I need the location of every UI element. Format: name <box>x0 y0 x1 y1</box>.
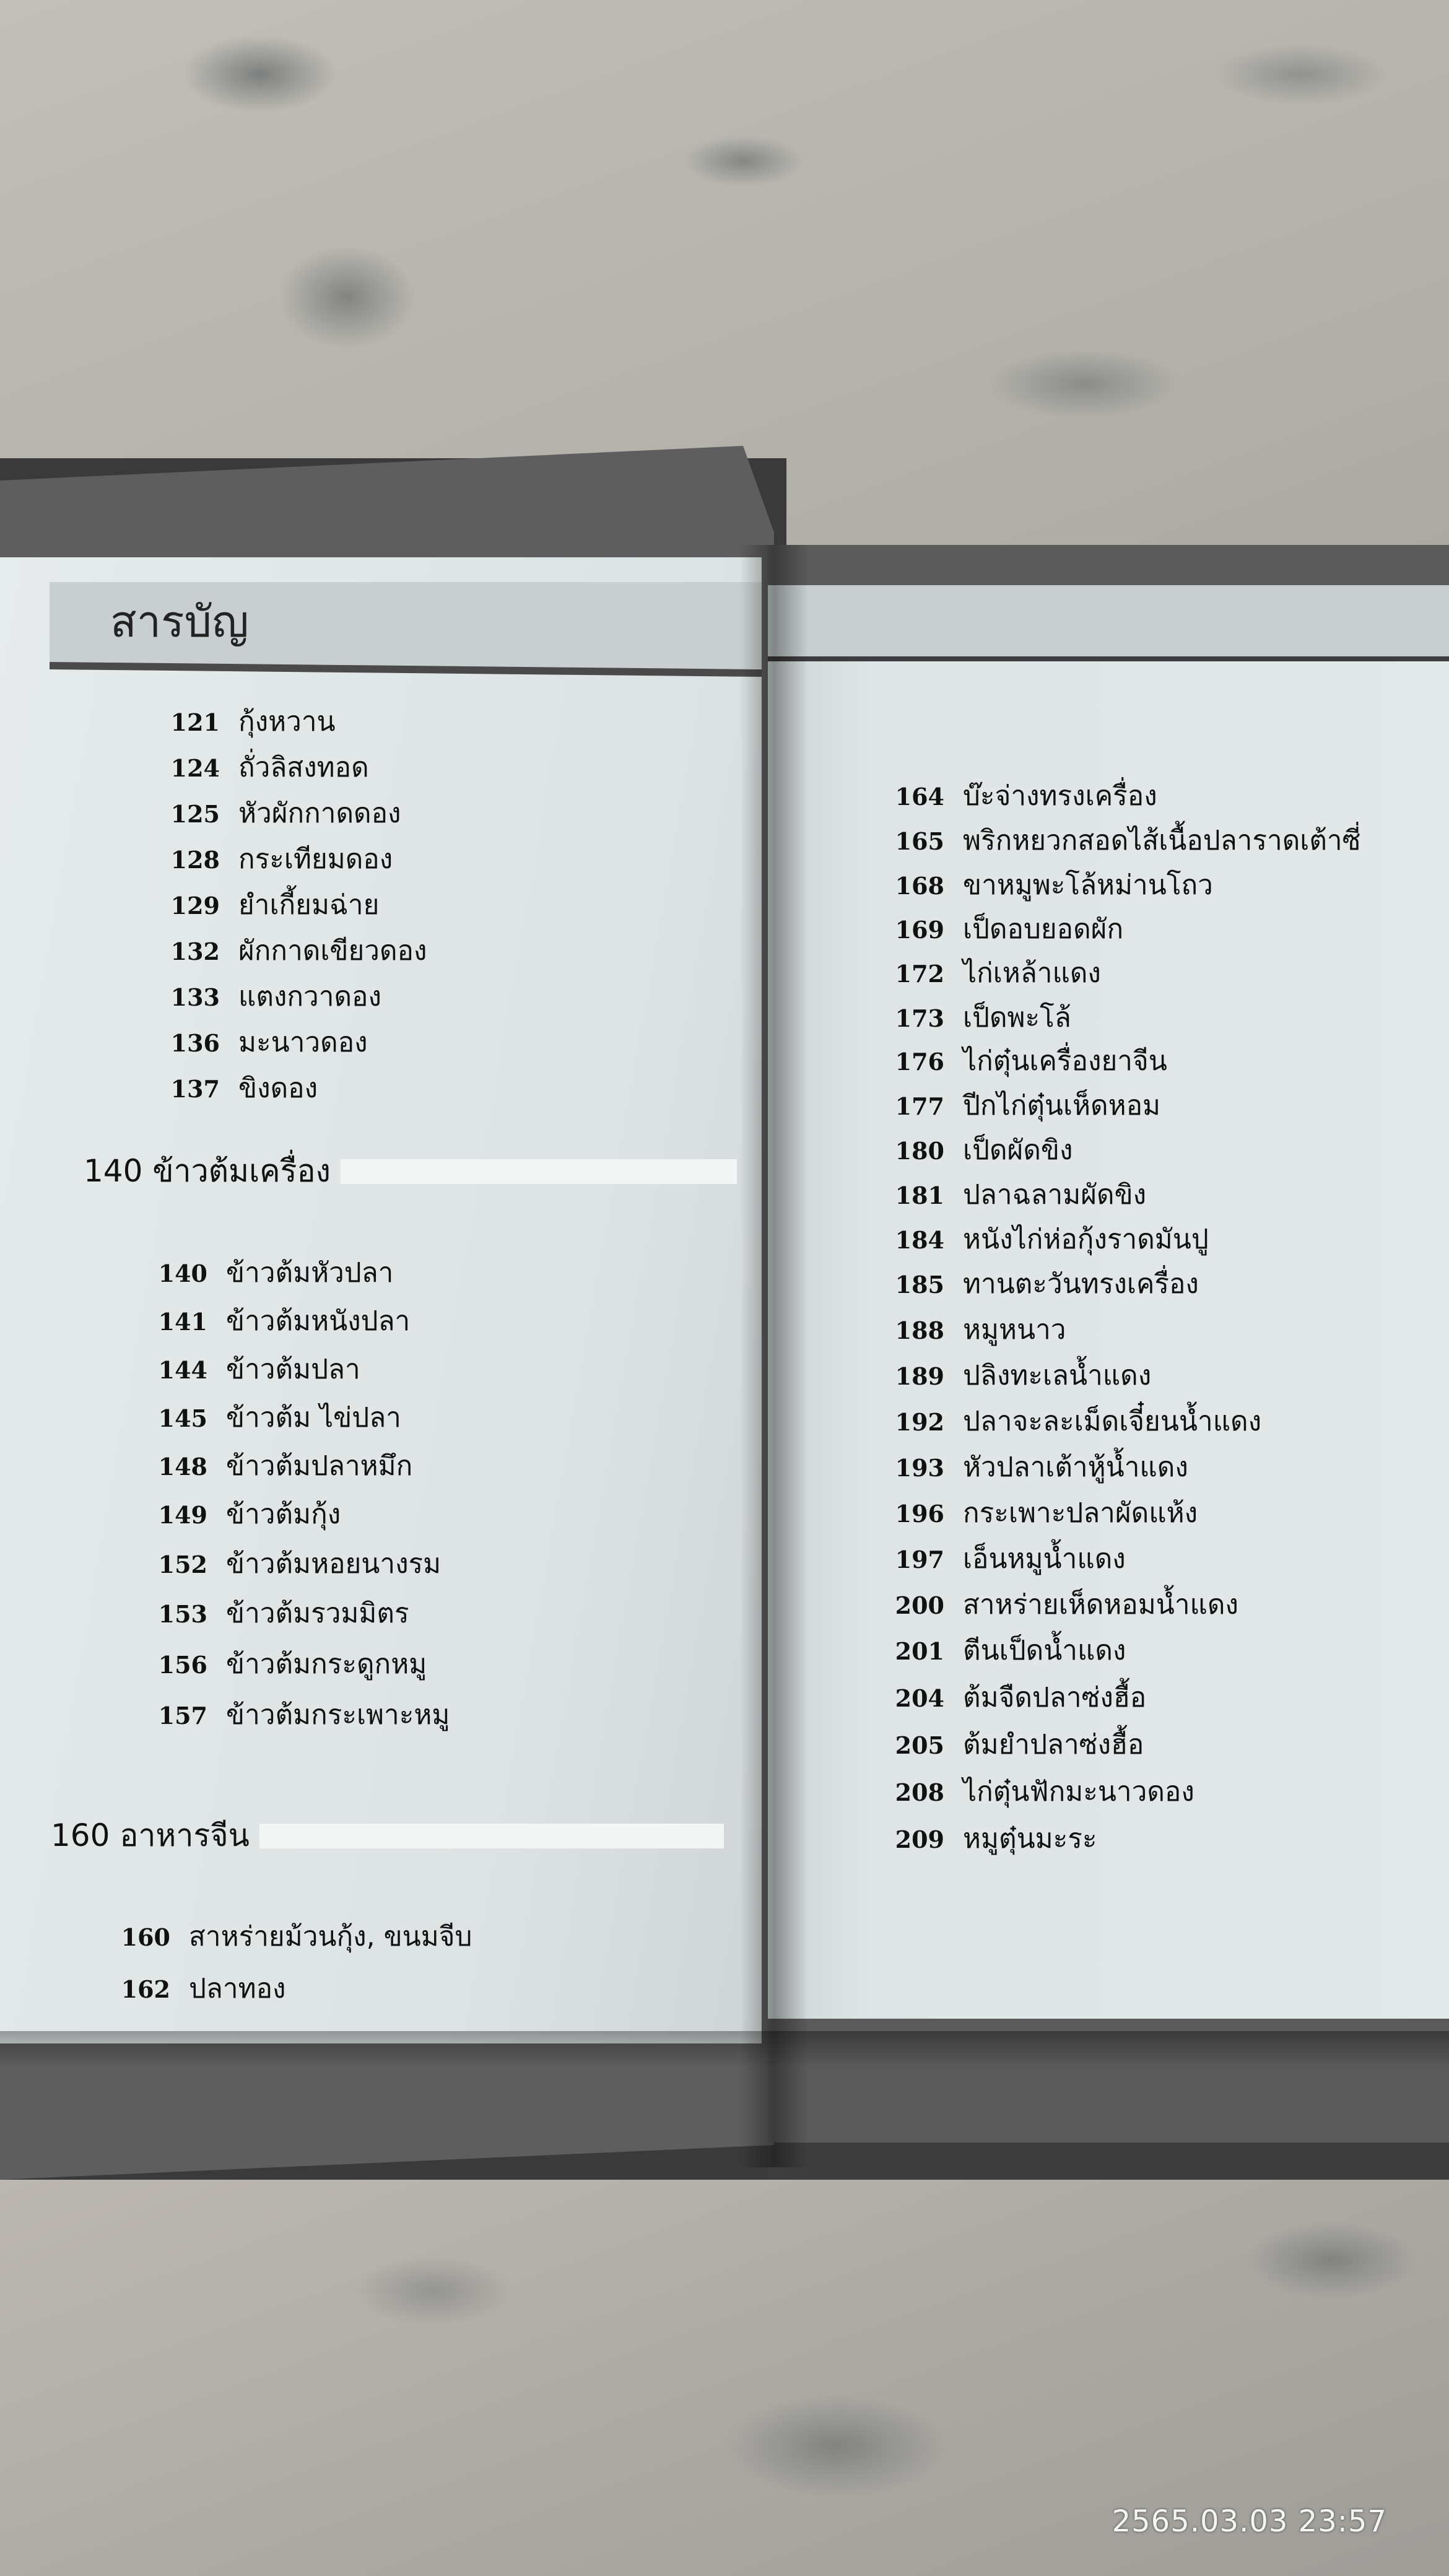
toc-entry: 209 หมูตุ๋นมะระ <box>895 1823 1097 1855</box>
toc-entry: 200 สาหร่ายเห็ดหอมน้ำแดง <box>895 1589 1238 1621</box>
toc-entry: 177 ปีกไก่ตุ๋นเห็ดหอม <box>895 1090 1161 1121</box>
book-gutter-shadow <box>740 545 808 2167</box>
toc-entry: 128 กระเทียมดอง <box>170 843 393 875</box>
section-heading-bar <box>259 1824 724 1848</box>
toc-entry: 204 ต้มจืดปลาซ่งฮื้อ <box>895 1682 1147 1713</box>
toc-entry: 185 ทานตะวันทรงเครื่อง <box>895 1268 1199 1300</box>
toc-entry: 121 กุ้งหวาน <box>170 706 336 738</box>
toc-entry: 148 ข้าวต้มปลาหมึก <box>158 1450 413 1482</box>
toc-entry: 140 ข้าวต้มหัวปลา <box>158 1257 394 1289</box>
toc-entry: 133 แตงกวาดอง <box>170 981 381 1012</box>
toc-entry: 162 ปลาทอง <box>121 1973 286 2004</box>
toc-entry: 132 ผักกาดเขียวดอง <box>170 935 427 967</box>
toc-entry: 124 ถั่วลิสงทอด <box>170 752 369 783</box>
section-heading <box>84 1147 737 1196</box>
book-shadow <box>0 2031 1449 2068</box>
toc-entry: 144 ข้าวต้มปลา <box>158 1354 360 1385</box>
right-header-rule <box>768 656 1449 661</box>
toc-entry: 201 ตีนเป็ดน้ำแดง <box>895 1635 1126 1666</box>
toc-entry: 145 ข้าวต้ม ไข่ปลา <box>158 1402 401 1434</box>
toc-entry: 136 มะนาวดอง <box>170 1027 368 1058</box>
toc-entry: 164 บ๊ะจ่างทรงเครื่อง <box>895 780 1157 812</box>
photo-timestamp: 2565.03.03 23:57 <box>1112 2504 1387 2539</box>
toc-entry: 193 หัวปลาเต้าหู้น้ำแดง <box>895 1451 1188 1483</box>
toc-entry: 156 ข้าวต้มกระดูกหมู <box>158 1648 427 1680</box>
toc-entry: 152 ข้าวต้มหอยนางรม <box>158 1548 442 1580</box>
page-title: สารบัญ <box>110 596 249 647</box>
toc-entry: 153 ข้าวต้มรวมมิตร <box>158 1598 409 1629</box>
toc-entry: 157 ข้าวต้มกระเพาะหมู <box>158 1699 450 1731</box>
toc-entry: 176 ไก่ตุ๋นเครื่องยาจีน <box>895 1045 1167 1077</box>
toc-entry: 180 เป็ดผัดขิง <box>895 1134 1073 1166</box>
section-heading-bar <box>341 1159 737 1184</box>
toc-entry: 208 ไก่ตุ๋นฟักมะนาวดอง <box>895 1776 1194 1808</box>
toc-entry: 189 ปลิงทะเลน้ำแดง <box>895 1360 1152 1391</box>
section-heading-label: 140 ข้าวต้มเครื่อง <box>84 1153 331 1189</box>
toc-entry: 137 ขิงดอง <box>170 1073 318 1104</box>
toc-entry: 165 พริกหยวกสอดไส้เนื้อปลาราดเต้าซี่ <box>895 825 1361 856</box>
section-heading-label: 160 อาหารจีน <box>51 1817 250 1853</box>
toc-entry: 129 ยำเกี้ยมฉ่าย <box>170 889 380 921</box>
toc-entry: 184 หนังไก่ห่อกุ้งราดมันปู <box>895 1224 1209 1255</box>
toc-entry: 149 ข้าวต้มกุ้ง <box>158 1499 341 1530</box>
toc-entry: 192 ปลาจะละเม็ดเจี๋ยนน้ำแดง <box>895 1406 1262 1437</box>
toc-entry: 173 เป็ดพะโล้ <box>895 1002 1071 1033</box>
toc-entry: 172 ไก่เหล้าแดง <box>895 957 1101 989</box>
toc-entry: 125 หัวผักกาดดอง <box>170 798 401 829</box>
toc-entry: 168 ขาหมูพะโล้หม่านโถว <box>895 869 1213 901</box>
toc-entry: 196 กระเพาะปลาผัดแห้ง <box>895 1497 1198 1529</box>
toc-entry: 205 ต้มยำปลาซ่งฮื้อ <box>895 1729 1144 1760</box>
toc-entry: 141 ข้าวต้มหนังปลา <box>158 1305 411 1337</box>
toc-entry: 169 เป็ดอบยอดผัก <box>895 913 1124 945</box>
section-heading <box>51 1811 724 1860</box>
toc-entry: 181 ปลาฉลามผัดขิง <box>895 1179 1147 1211</box>
toc-entry: 188 หมูหนาว <box>895 1314 1066 1346</box>
toc-entry: 197 เอ็นหมูน้ำแดง <box>895 1543 1126 1575</box>
right-header-band <box>768 585 1449 659</box>
open-book <box>0 446 1449 2192</box>
toc-entry: 160 สาหร่ายม้วนกุ้ง, ขนมจีบ <box>121 1921 472 1952</box>
